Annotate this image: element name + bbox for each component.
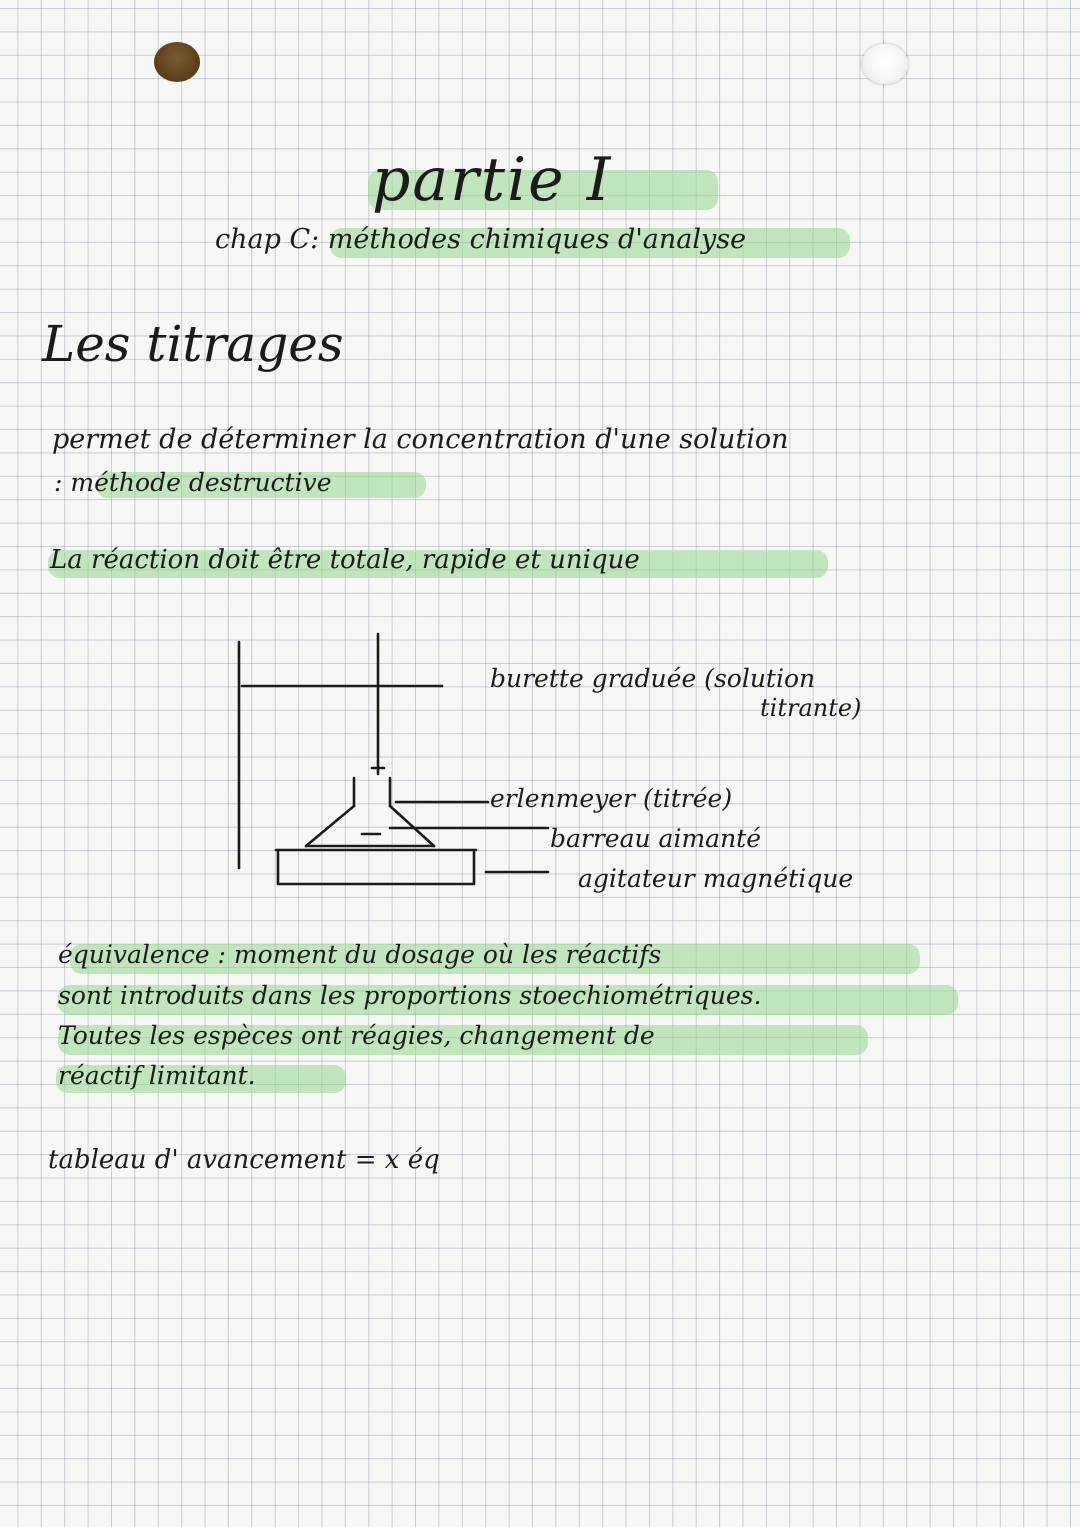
page-title: partie I <box>372 145 613 215</box>
equivalence-line-4: réactif limitant. <box>58 1061 256 1090</box>
label-titrante: titrante) <box>760 694 862 722</box>
section-title: Les titrages <box>42 315 344 373</box>
method-line: : méthode destructive <box>54 468 332 497</box>
condition-line: La réaction doit être totale, rapide et unique <box>50 545 640 575</box>
label-burette: burette graduée (solution <box>490 664 816 693</box>
label-erlenmeyer: erlenmeyer (titrée) <box>490 784 733 813</box>
binder-hole-left <box>154 42 200 82</box>
label-agitateur: agitateur magnétique <box>578 864 854 893</box>
erlenmeyer-side-right <box>390 806 434 846</box>
equivalence-line-1: équivalence : moment du dosage où les réactifs <box>58 940 662 969</box>
label-barreau: barreau aimanté <box>550 824 762 853</box>
stirrer-body <box>278 852 474 884</box>
definition-line: permet de déterminer la concentration d'une solution <box>52 424 789 455</box>
erlenmeyer-side-left <box>306 806 354 846</box>
equivalence-line-3: Toutes les espèces ont réagies, changement de <box>58 1021 655 1050</box>
binder-hole-right <box>862 44 908 84</box>
chapter-subtitle: chap C: méthodes chimiques d'analyse <box>215 224 747 255</box>
tableau-avancement-line: tableau d' avancement = x éq <box>48 1145 440 1175</box>
equivalence-line-2: sont introduits dans les proportions stoechiométriques. <box>58 981 762 1010</box>
